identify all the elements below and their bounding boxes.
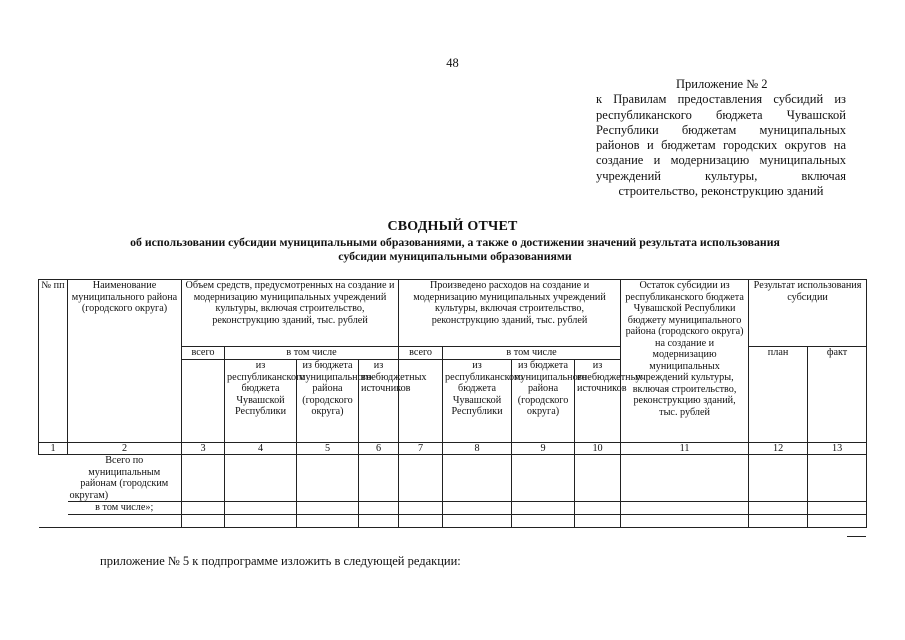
table-cell[interactable]	[359, 515, 399, 528]
header-spent-republic: из республиканского бюджета Чувашской Республики	[443, 360, 512, 443]
header-volume-republic: из республиканского бюджета Чувашской Республики	[225, 360, 297, 443]
column-number: 8	[443, 443, 512, 455]
table-cell[interactable]	[808, 502, 867, 515]
table-cell[interactable]	[512, 455, 575, 502]
table-cell[interactable]	[225, 455, 297, 502]
table-cell[interactable]	[359, 502, 399, 515]
table-cell[interactable]	[443, 502, 512, 515]
header-volume-municipal: из бюджета муниципального района (городского округа)	[297, 360, 359, 443]
row-total-label: Всего по муниципальным районам (городским округам)	[68, 455, 182, 502]
header-spent-total: всего	[399, 347, 443, 360]
column-number: 9	[512, 443, 575, 455]
report-table	[38, 279, 867, 528]
table-cell[interactable]	[399, 455, 443, 502]
header-volume-including: в том числе	[225, 347, 399, 360]
table-cell	[39, 502, 68, 515]
table-cell[interactable]	[297, 455, 359, 502]
table-cell[interactable]	[749, 515, 808, 528]
table-cell[interactable]	[808, 515, 867, 528]
header-volume-extrabudget: из внебюджетных источников	[359, 360, 399, 443]
column-number: 13	[808, 443, 867, 455]
table-row-total	[39, 455, 867, 502]
table-cell[interactable]	[359, 455, 399, 502]
table-cell[interactable]	[575, 515, 621, 528]
header-funds-volume: Объем средств, предусмотренных на создание и модернизацию муниципальных учреждений культуры, включая строительство, реконструкцию зданий, тыс. рублей	[182, 280, 399, 347]
table-cell[interactable]	[297, 502, 359, 515]
table-cell[interactable]	[512, 502, 575, 515]
header-spent-municipal: из бюджета муниципального района (городского округа)	[512, 360, 575, 443]
table-cell	[39, 455, 68, 502]
table-cell[interactable]	[225, 515, 297, 528]
table-cell[interactable]	[621, 515, 749, 528]
table-bottom-rule	[847, 536, 866, 537]
column-number: 7	[399, 443, 443, 455]
header-result: Результат использования субсидии	[749, 280, 867, 347]
footer-text: приложение № 5 к подпрограмме изложить в следующей редакции:	[100, 554, 461, 568]
table-cell	[39, 515, 68, 528]
header-number: № пп	[39, 280, 68, 443]
table-cell[interactable]	[575, 502, 621, 515]
appendix-block	[596, 77, 846, 199]
table-cell[interactable]	[749, 455, 808, 502]
header-volume-total-cont	[182, 360, 225, 443]
header-expenses: Произведено расходов на создание и модернизацию муниципальных учреждений культуры, включая строительство, реконструкцию зданий, тыс. рублей	[399, 280, 621, 347]
table-cell[interactable]	[297, 515, 359, 528]
table-cell[interactable]	[182, 515, 225, 528]
table-cell[interactable]	[399, 515, 443, 528]
table-cell[interactable]	[443, 455, 512, 502]
report-subtitle: об использовании субсидии муниципальными образованиями, а также о достижении значений результата использования субсидии муниципальными образованиями	[130, 235, 780, 263]
table-cell[interactable]	[749, 502, 808, 515]
table-cell[interactable]	[512, 515, 575, 528]
column-number: 10	[575, 443, 621, 455]
column-number: 1	[39, 443, 68, 455]
header-row-1	[39, 280, 867, 347]
table-cell[interactable]	[182, 455, 225, 502]
table-row-including	[39, 502, 867, 515]
header-balance: Остаток субсидии из республиканского бюджета Чувашской Республики бюджету муниципального района (городского округа) на создание и модернизацию муниципальных учреждений культуры, включая строительство, реконструкцию зданий, тыс. рублей	[621, 280, 749, 443]
table-cell[interactable]	[68, 515, 182, 528]
header-volume-total: всего	[182, 347, 225, 360]
table-cell[interactable]	[182, 502, 225, 515]
table-cell[interactable]	[621, 455, 749, 502]
table-cell[interactable]	[575, 455, 621, 502]
column-number: 3	[182, 443, 225, 455]
header-spent-including: в том числе	[443, 347, 621, 360]
page-number: 48	[446, 56, 459, 70]
table-cell[interactable]	[443, 515, 512, 528]
column-numbers-row	[39, 443, 867, 455]
table-row-empty	[39, 515, 867, 528]
table-cell[interactable]	[808, 455, 867, 502]
appendix-number: Приложение № 2	[676, 77, 768, 91]
table-cell[interactable]	[621, 502, 749, 515]
column-number: 4	[225, 443, 297, 455]
table-cell[interactable]	[399, 502, 443, 515]
column-number: 12	[749, 443, 808, 455]
row-including-label: в том числе»;	[68, 502, 182, 515]
header-plan: план	[749, 347, 808, 443]
column-number: 6	[359, 443, 399, 455]
appendix-text: к Правилам предоставления субсидий из республиканского бюджета Чувашской Республики бюджетам муниципальных районов и бюджетам городских округов на создание и модернизацию муниципальных учреждений культуры, включая строительство, реконструкцию зданий	[596, 92, 846, 199]
column-number: 2	[68, 443, 182, 455]
column-number: 5	[297, 443, 359, 455]
report-title: СВОДНЫЙ ОТЧЕТ	[387, 219, 518, 234]
header-municipality-name: Наименование муниципального района (городского округа)	[68, 280, 182, 443]
column-number: 11	[621, 443, 749, 455]
table-cell[interactable]	[225, 502, 297, 515]
header-fact: факт	[808, 347, 867, 443]
header-spent-extrabudget: из внебюджетных источников	[575, 360, 621, 443]
